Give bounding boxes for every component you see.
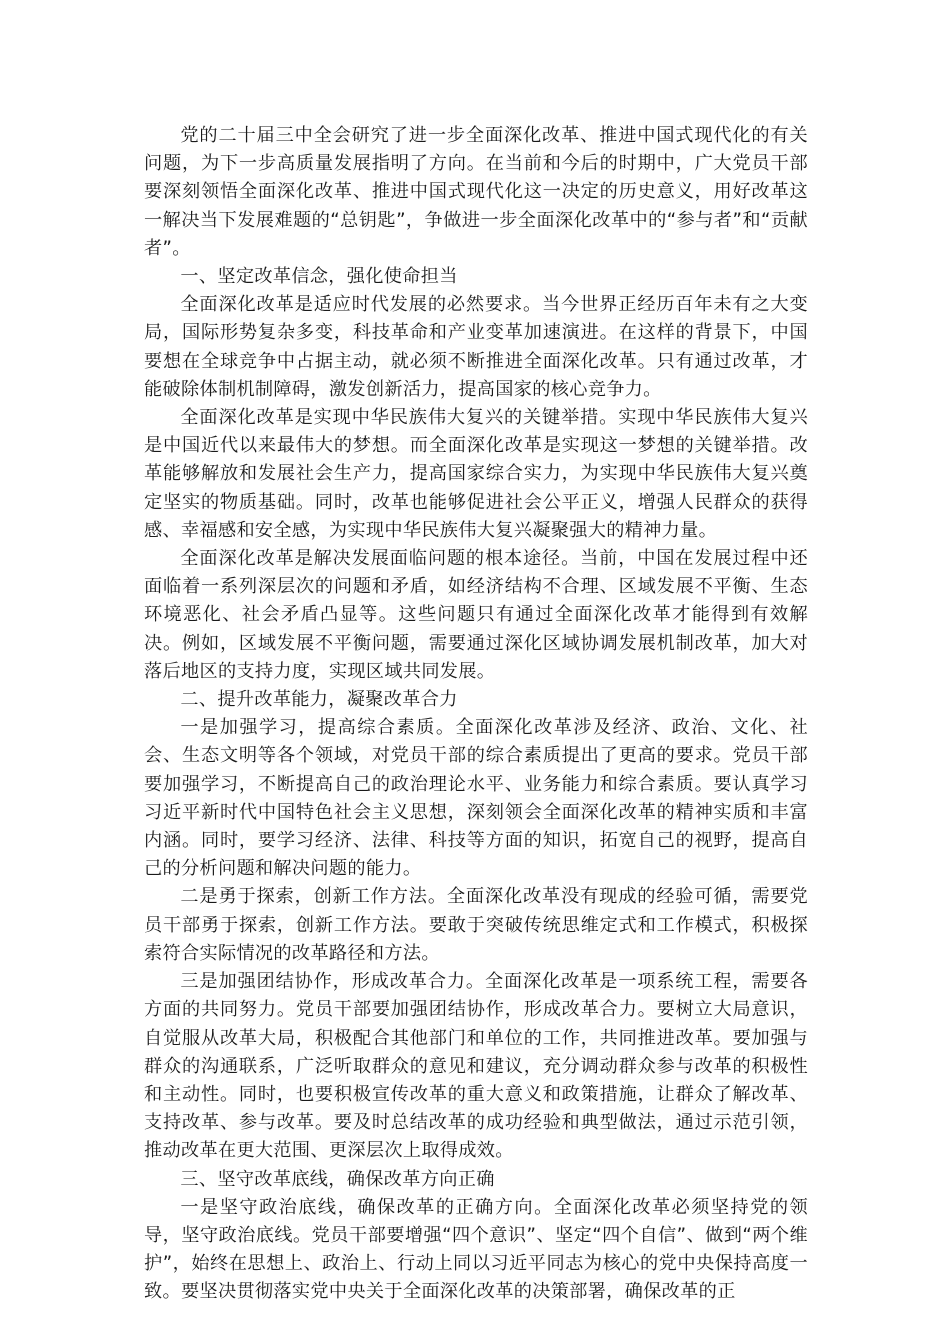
- document-body: [144, 122, 808, 1307]
- paragraph: 一是加强学习，提高综合素质。全面深化改革涉及经济、政治、文化、社会、生态文明等各个领域，对党员干部的综合素质提出了更高的要求。党员干部要加强学习，不断提高自己的政治理论水平、业务能力和综合素质。要认真学习习近平新时代中国特色社会主义思想，深刻领会全面深化改革的精神实质和丰富内涵。同时，要学习经济、法律、科技等方面的知识，拓宽自己的视野，提高自己的分析问题和解决问题的能力。: [144, 717, 808, 880]
- paragraph: 全面深化改革是适应时代发展的必然要求。当今世界正经历百年未有之大变局，国际形势复杂多变，科技革命和产业变革加速演进。在这样的背景下，中国要想在全球竞争中占据主动，就必须不断推进全面深化改革。只有通过改革，才能破除体制机制障碍，激发创新活力，提高国家的核心竞争力。: [144, 294, 808, 400]
- section-heading-2: 二、提升改革能力，凝聚改革合力: [180, 689, 458, 711]
- paragraph-intro: 党的二十届三中全会研究了进一步全面深化改革、推进中国式现代化的有关问题，为下一步高质量发展指明了方向。在当前和今后的时期中，广大党员干部要深刻领悟全面深化改革、推进中国式现代化这一决定的历史意义，用好改革这一解决当下发展难题的“总钥匙”，争做进一步全面深化改革中的“参与者”和“贡献者”。: [144, 125, 808, 259]
- paragraph: 全面深化改革是解决发展面临问题的根本途径。当前，中国在发展过程中还面临着一系列深层次的问题和矛盾，如经济结构不合理、区域发展不平衡、生态环境恶化、社会矛盾凸显等。这些问题只有通过全面深化改革才能得到有效解决。例如，区域发展不平衡问题，需要通过深化区域协调发展机制改革，加大对落后地区的支持力度，实现区域共同发展。: [144, 548, 808, 682]
- paragraph: 一是坚守政治底线，确保改革的正确方向。全面深化改革必须坚持党的领导，坚守政治底线。党员干部要增强“四个意识”、坚定“四个自信”、做到“两个维护”，始终在思想上、政治上、行动上同以习近平同志为核心的党中央保持高度一致。要坚决贯彻落实党中央关于全面深化改革的决策部署，确保改革的正: [144, 1196, 808, 1303]
- paragraph: 二是勇于探索，创新工作方法。全面深化改革没有现成的经验可循，需要党员干部勇于探索，创新工作方法。要敢于突破传统思维定式和工作模式，积极探索符合实际情况的改革路径和方法。: [144, 886, 808, 964]
- paragraph: 全面深化改革是实现中华民族伟大复兴的关键举措。实现中华民族伟大复兴是中国近代以来最伟大的梦想。而全面深化改革是实现这一梦想的关键举措。改革能够解放和发展社会生产力，提高国家综合实力，为实现中华民族伟大复兴奠定坚实的物质基础。同时，改革也能够促进社会公平正义，增强人民群众的获得感、幸福感和安全感，为实现中华民族伟大复兴凝聚强大的精神力量。: [144, 407, 808, 541]
- section-heading-3: 三、坚守改革底线，确保改革方向正确: [180, 1168, 495, 1190]
- paragraph: 三是加强团结协作，形成改革合力。全面深化改革是一项系统工程，需要各方面的共同努力。党员干部要加强团结协作，形成改革合力。要树立大局意识，自觉服从改革大局，积极配合其他部门和单位的工作，共同推进改革。要加强与群众的沟通联系，广泛听取群众的意见和建议，充分调动群众参与改革的积极性和主动性。同时，也要积极宣传改革的重大意义和政策措施，让群众了解改革、支持改革、参与改革。要及时总结改革的成功经验和典型做法，通过示范引领，推动改革在更大范围、更深层次上取得成效。: [144, 971, 808, 1162]
- section-heading-1: 一、坚定改革信念，强化使命担当: [180, 266, 458, 288]
